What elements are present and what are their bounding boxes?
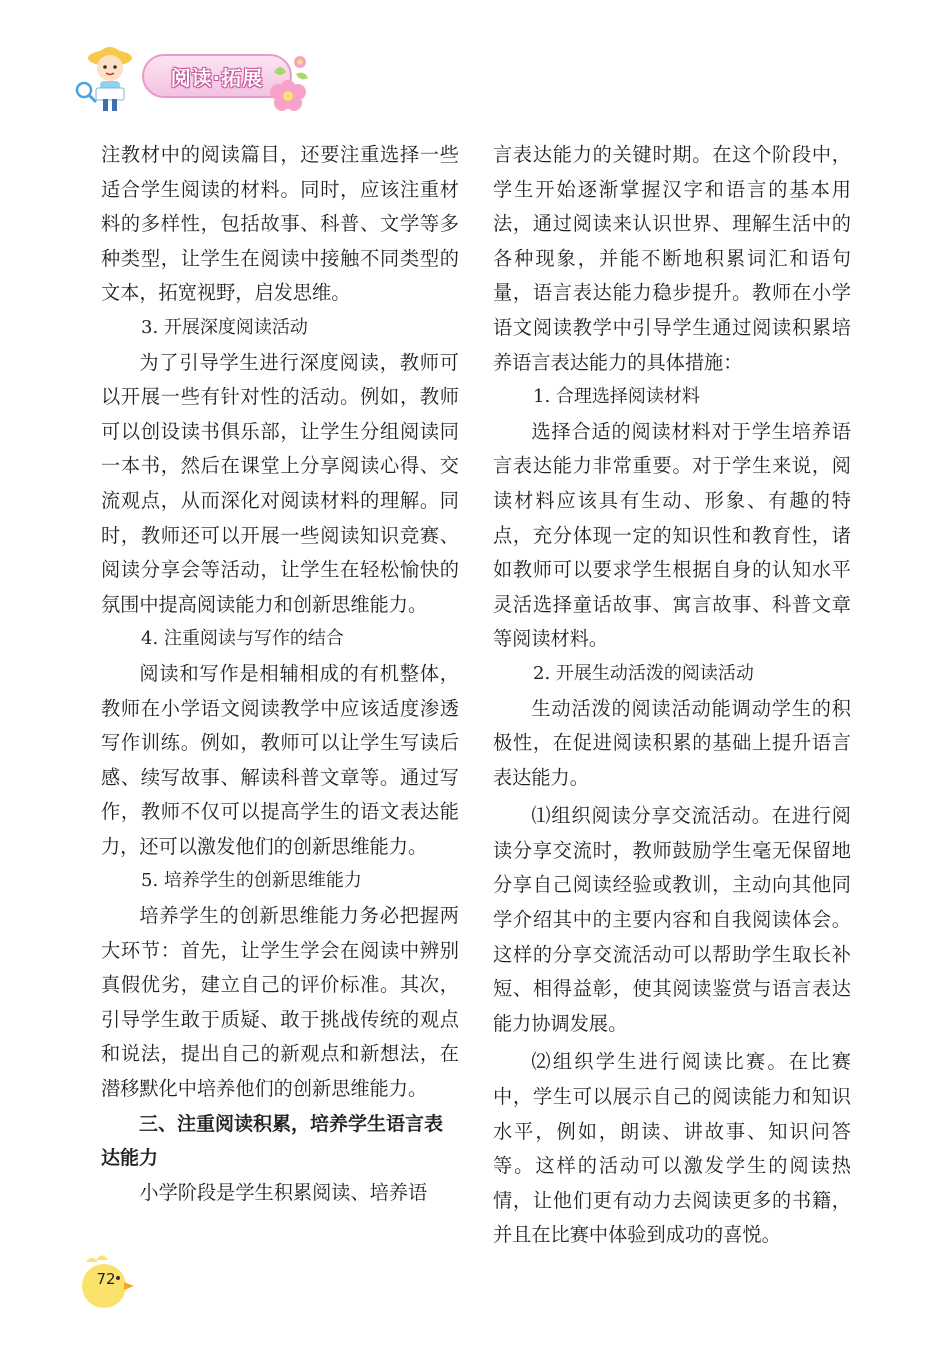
subheading: 5. 培养学生的创新思维能力	[141, 870, 362, 892]
paragraph: ⑴组织阅读分享交流活动。在进行阅读分享交流时，教师鼓励学生毫无保留地分享自己阅读经验或教训，主动向其他同学介绍其中的主要内容和自我阅读体会。这样的分享交流活动可以帮助学生取长补短、相得益彰，使其阅读鉴赏与语言表达能力协调发展。	[493, 804, 851, 1035]
subheading: 2. 开展生动活泼的阅读活动	[533, 662, 754, 684]
section-header	[70, 38, 310, 118]
subheading: 3. 开展深度阅读活动	[141, 316, 308, 338]
paragraph: 注教材中的阅读篇目，还要注重选择一些适合学生阅读的材料。同时，应该注重材料的多样性，包括故事、科普、文学等多种类型，让学生在阅读中接触不同类型的文本，拓宽视野，启发思维。	[101, 143, 459, 305]
paragraph: 阅读和写作是相辅相成的有机整体，教师在小学语文阅读教学中应该适度渗透写作训练。例如，教师可以让学生写读后感、续写故事、解读科普文章等。通过写作，教师不仅可以提高学生的语文表达能力，还可以激发他们的创新思维能力。	[101, 661, 459, 858]
banner-title: 阅读·拓展	[170, 65, 264, 90]
flower-cluster-icon	[266, 42, 310, 118]
subheading: 1. 合理选择阅读材料	[533, 386, 700, 408]
paragraph: 言表达能力的关键时期。在这个阶段中，学生开始逐渐掌握汉字和语言的基本用法，通过阅读来认识世界、理解生活中的各种现象，并能不断地积累词汇和语句量，语言表达能力稳步提升。教师在小学语文阅读教学中引导学生通过阅读积累培养语言表达能力的具体措施：	[493, 143, 851, 374]
left-column	[101, 138, 459, 1210]
page-number: 72	[96, 1270, 116, 1288]
paragraph: ⑵组织学生进行阅读比赛。在比赛中，学生可以展示自己的阅读能力和知识水平，例如，朗读、讲故事、知识问答等。这样的活动可以激发学生的阅读热情，让他们更有动力去阅读更多的书籍，并且在比赛中体验到成功的喜悦。	[493, 1050, 851, 1247]
paragraph: 为了引导学生进行深度阅读，教师可以开展一些有针对性的活动。例如，教师可以创设读书俱乐部，让学生分组阅读同一本书，然后在课堂上分享阅读心得、交流观点，从而深化对阅读材料的理解。同时，教师还可以开展一些阅读知识竞赛、阅读分享会等活动，让学生在轻松愉快的氛围中提高阅读能力和创新思维能力。	[101, 350, 459, 616]
section-heading: 三、注重阅读积累，培养学生语言表达能力	[101, 1112, 444, 1170]
child-reader-mascot-icon	[70, 38, 150, 118]
paragraph: 培养学生的创新思维能力务必把握两大环节：首先，让学生学会在阅读中辨别真假优劣，建立自己的评价标准。其次，引导学生敢于质疑、敢于挑战传统的观点和说法，提出自己的新观点和新想法，在潜移默化中培养他们的创新思维能力。	[101, 904, 459, 1101]
page-number-badge	[76, 1252, 136, 1312]
subheading: 4. 注重阅读与写作的结合	[141, 628, 344, 650]
paragraph: 选择合适的阅读材料对于学生培养语言表达能力非常重要。对于学生来说，阅读材料应该具有生动、形象、有趣的特点，充分体现一定的知识性和教育性，诸如教师可以要求学生根据自身的认知水平灵活选择童话故事、寓言故事、科普文章等阅读材料。	[493, 419, 851, 651]
paragraph: 小学阶段是学生积累阅读、培养语	[139, 1180, 428, 1204]
right-column	[493, 138, 851, 1253]
paragraph: 生动活泼的阅读活动能调动学生的积极性，在促进阅读积累的基础上提升语言表达能力。	[493, 696, 851, 789]
